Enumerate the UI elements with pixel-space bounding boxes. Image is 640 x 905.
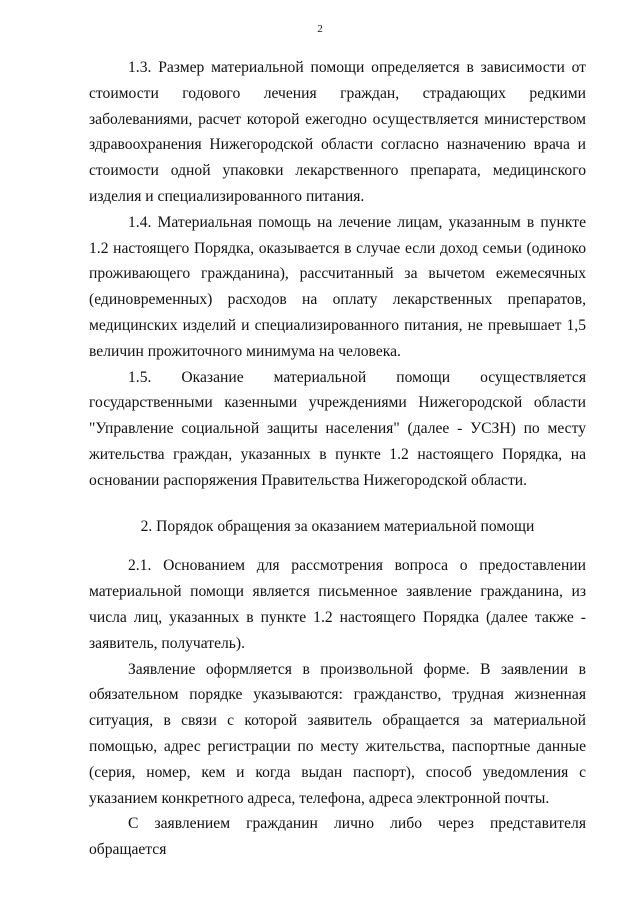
page-number: 2 bbox=[317, 23, 323, 35]
paragraph-2-1: 2.1. Основанием для рассмотрения вопроса о предоставлении материальной помощи является письменное заявление гражданина, из числа лиц, указанных в пункте 1.2 настоящего Порядка (далее также - заявитель, получатель). bbox=[89, 557, 586, 652]
paragraph-2-1-submission: С заявлением гражданин лично либо через представителя обращается bbox=[89, 815, 586, 859]
document-body bbox=[89, 55, 586, 863]
paragraph-2-1-application-content: Заявление оформляется в произвольной форме. В заявлении в обязательном порядке указываются: гражданство, трудная жизненная ситуация, в связи с которой заявитель обращается за материальной помощью, адрес регистрации по месту жительства, паспортные данные (серия, номер, кем и когда выдан паспорт), способ уведомления с указанием конкретного адреса, телефона, адреса электронной почты. bbox=[89, 660, 586, 807]
section-2-heading: 2. Порядок обращения за оказанием материальной помощи bbox=[140, 517, 535, 535]
paragraph-1-3: 1.3. Размер материальной помощи определяется в зависимости от стоимости годового лечения граждан, страдающих редкими заболеваниями, расчет которой ежегодно осуществляется министерством здравоохранения Нижегородской области согласно назначению врача и стоимости одной упаковки лекарственного препарата, медицинского изделия и специализированного питания. bbox=[89, 59, 586, 205]
paragraph-1-5: 1.5. Оказание материальной помощи осуществляется государственными казенными учреждениями Нижегородской области "Управление социальной защиты населения" (далее - УСЗН) по месту жительства граждан, указанных в пункте 1.2 настоящего Порядка, на основании распоряжения Правительства Нижегородской области. bbox=[89, 368, 586, 489]
paragraph-1-4: 1.4. Материальная помощь на лечение лицам, указанным в пункте 1.2 настоящего Порядка, оказывается в случае если доход семьи (одиноко проживающего гражданина), рассчитанный за вычетом ежемесячных (единовременных) расходов на оплату лекарственных препаратов, медицинских изделий и специализированного питания, не превышает 1,5 величин прожиточного минимума на человека. bbox=[89, 213, 586, 360]
